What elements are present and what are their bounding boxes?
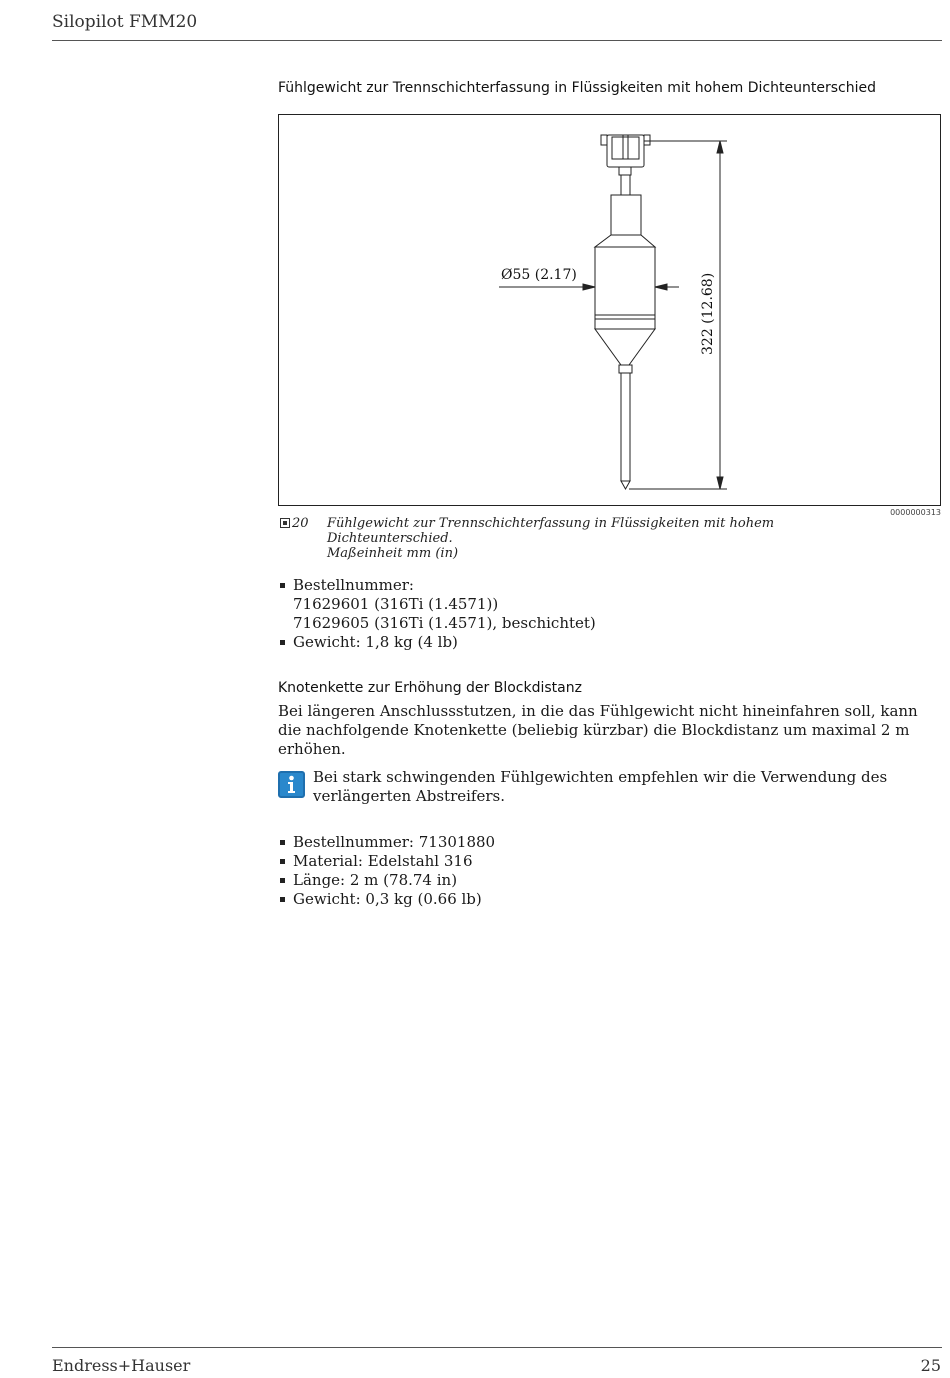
figure-id: 0000000313	[890, 508, 941, 517]
diameter-label: Ø55 (2.17)	[501, 267, 577, 283]
body-paragraph: Bei längeren Anschlussstutzen, in die das Fühlgewicht nicht hineinfahren soll, kann die nachfolgende Knotenkette (beliebig kürzbar) die Blockdistanz um maximal 2 m erhöhen.	[278, 702, 918, 758]
sensor-weight-drawing	[279, 115, 942, 507]
bullet-icon	[280, 840, 285, 845]
bullet-icon	[280, 878, 285, 883]
bullet-icon	[280, 583, 285, 588]
list-item: Material: Edelstahl 316	[278, 852, 495, 871]
figure-number: 20	[292, 516, 309, 531]
bullet-icon	[280, 859, 285, 864]
bullet-icon	[280, 640, 285, 645]
page-number: 25	[920, 1356, 941, 1375]
list-item: Gewicht: 0,3 kg (0.66 lb)	[278, 890, 495, 909]
bullet-icon	[280, 897, 285, 902]
shackle-shape	[607, 135, 644, 167]
info-icon	[278, 771, 305, 798]
list-item: Länge: 2 m (78.74 in)	[278, 871, 495, 890]
technical-drawing	[278, 114, 941, 506]
caption-line-1: Fühlgewicht zur Trennschichterfassung in Flüssigkeiten mit hohem Dichteunterschied.	[327, 516, 775, 546]
main-body-shape	[595, 247, 655, 315]
list-item: Bestellnummer: 71629601 (316Ti (1.4571)) 71629605 (316Ti (1.4571), beschichtet)	[278, 576, 596, 633]
footer-brand: Endress+Hauser	[52, 1356, 191, 1375]
header-divider	[52, 40, 942, 41]
neck-shape	[621, 175, 630, 195]
note-text: Bei stark schwingenden Fühlgewichten empfehlen wir die Verwendung des verlängerten Abstreifers.	[313, 768, 888, 805]
caption-line-2: Maßeinheit mm (in)	[327, 546, 459, 561]
length-label: 322 (12.68)	[700, 272, 716, 355]
document-title: Silopilot FMM20	[52, 12, 198, 32]
footer-divider	[52, 1347, 942, 1348]
upper-body-shape	[611, 195, 641, 235]
section-heading: Knotenkette zur Erhöhung der Blockdistanz	[278, 680, 582, 696]
order-info-list	[278, 576, 596, 652]
order-number-1: 71629601 (316Ti (1.4571))	[293, 595, 499, 613]
figure-caption	[327, 516, 887, 561]
figure-heading: Fühlgewicht zur Trennschichterfassung in Flüssigkeiten mit hohem Dichteunterschied	[278, 80, 876, 96]
list-item: Gewicht: 1,8 kg (4 lb)	[278, 633, 596, 652]
list-item: Bestellnummer: 71301880	[278, 833, 495, 852]
figure-icon	[280, 518, 290, 528]
cone-shape	[595, 329, 655, 365]
order-number-2: 71629605 (316Ti (1.4571), beschichtet)	[293, 614, 596, 632]
rod-shape	[621, 373, 630, 481]
chain-spec-list	[278, 833, 495, 909]
